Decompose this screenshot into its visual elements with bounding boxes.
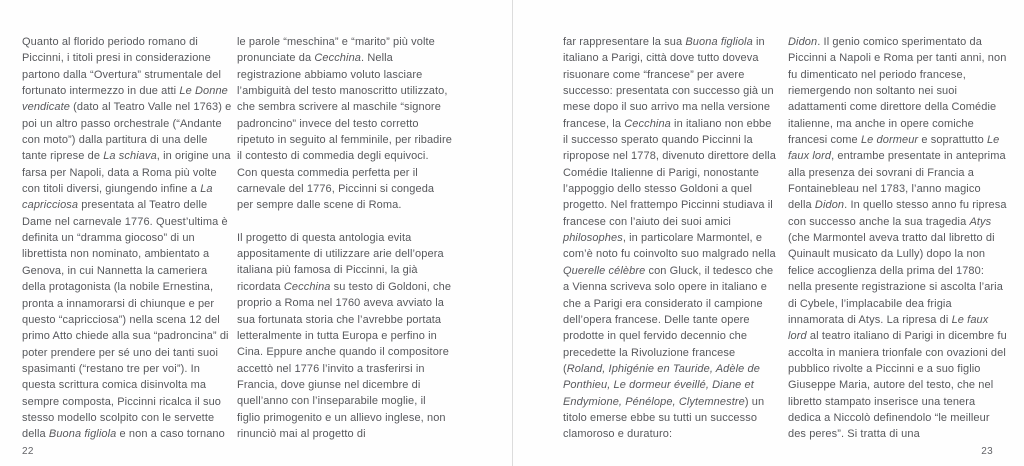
paragraph: far rappresentare la sua Buona figliola in italiano a Parigi, città dove tutto doveva risuonare come “francese” per avere successo: presentata con successo già un mese dopo il suo arrivo ma nella versione francese, la Cecchina in italiano non ebbe il successo sperato quando Piccinni la ripropose nel 1778, divenuto direttore della Comédie Italienne di Parigi, nonostante l’appoggio dello stesso Goldoni a quel progetto. Nel frattempo Piccinni studiava il francese con l’aiuto dei suoi amici philosophes, in particolare Marmontel, e com’è noto fu coinvolto suo malgrado nella Querelle célèbre con Gluck, il tedesco che a Vienna scriveva solo opere in italiano e che a Parigi era considerato il campione dell’opera francese. Delle tante opere prodotte in quel fervido decennio che precedette la Rivoluzione francese (Roland, Iphigénie en Tauride, Adèle de Ponthieu, Le dormeur éveillé, Diane et Endymione, Pénélope, Clytemnestre) un titolo emerse ebbe su tutti un successo clamoroso e duraturo: — [563, 36, 776, 441]
text-column-2 — [237, 34, 452, 442]
text-column-1 — [22, 34, 234, 443]
text-column-3 — [563, 34, 777, 443]
page-number-right: 23 — [981, 446, 993, 457]
paragraph: Didon. Il genio comico sperimentato da Piccinni a Napoli e Roma per tanti anni, non fu dimenticato nel periodo francese, riemergendo non soltanto nei suoi adattamenti come direttore della Comédie italienne, ma anche in opere comiche francesi come Le dormeur e soprattutto Le faux lord, entrambe presentate in anteprima alla presenza dei sovrani di Francia a Fontainebleau nel 1783, l’anno magico della Didon. In quello stesso anno fu ripresa con successo anche la sua tragedia Atys (che Marmontel aveva tratto dal libretto di Quinault musicato da Lully) dopo la non felice accoglienza della prima del 1780: nella presente registrazione si ascolta l’aria di Cybele, l’implacabile dea frigia innamorata di Atys. La ripresa di Le faux lord al teatro italiano di Parigi in dicembre fu accolta in maniera trionfale con ovazioni del pubblico rivolte a Piccinni e a suo figlio Giuseppe Maria, autore del testo, che nel libretto stampato inserisce una tenera dedica a Niccolò definendolo “le meilleur des peres”. Si tratta di una — [788, 36, 1007, 441]
paragraph: Il progetto di questa antologia evita appositamente di utilizzare arie dell’opera italiana più famosa di Piccinni, la già ricordata Cecchina su testo di Goldoni, che proprio a Roma nel 1760 aveva avviato la sua fortunata storia che l’avrebbe portata letteralmente in tutta Europa e perfino in Cina. Eppure anche quando il compositore accettò nel 1776 l’invito a trasferirsi in Francia, dove giunse nel dicembre di quell’anno con l’inseparabile moglie, il figlio primogenito e un allievo inglese, non rinunciò mai al progetto di — [237, 231, 452, 440]
text-column-4 — [788, 34, 1007, 443]
page-gutter-divider — [512, 0, 513, 466]
paragraph: le parole “meschina” e “marito” più volte pronunciate da Cecchina. Nella registrazione abbiamo voluto lasciare l’ambiguità del testo manoscritto utilizzato, che sembra scrivere al maschile “signore padroncino” invece del testo corretto ripetuto in seguito al femminile, per ribadire il contesto di commedia degli equivoci. Con questa commedia perfetta per il carnevale del 1776, Piccinni si congeda per sempre dalle scene di Roma. — [237, 36, 452, 212]
page-number-left: 22 — [22, 446, 34, 457]
paragraph: Quanto al florido periodo romano di Piccinni, i titoli presi in considerazione partono dalla “Overtura” strumentale del fortunato intermezzo in due atti Le Donne vendicate (dato al Teatro Valle nel 1763) e poi un altro passo orchestrale (“Andante con moto”) dalla partitura di una delle tante riprese de La schiava, in origine una farsa per Napoli, data a Roma più volte con titoli diversi, giungendo infine a La capricciosa presentata al Teatro delle Dame nel carnevale 1776. Quest’ultima è definita un “dramma giocoso” di un librettista non nominato, ambientato a Genova, in cui Nannetta la cameriera della protagonista (la nobile Ernestina, pronta a innamorarsi di chiunque e per questo “capricciosa”) nella scena 12 del primo Atto chiede alla sua “padroncina” di poter prendere per sé uno dei tanti suoi spasimanti (“restano tre per voi”). In questa scrittura comica disinvolta ma sempre composta, Piccinni ricalca il suo stesso modello scolpito con le servette della Buona figliola e non a caso tornano — [22, 36, 232, 441]
